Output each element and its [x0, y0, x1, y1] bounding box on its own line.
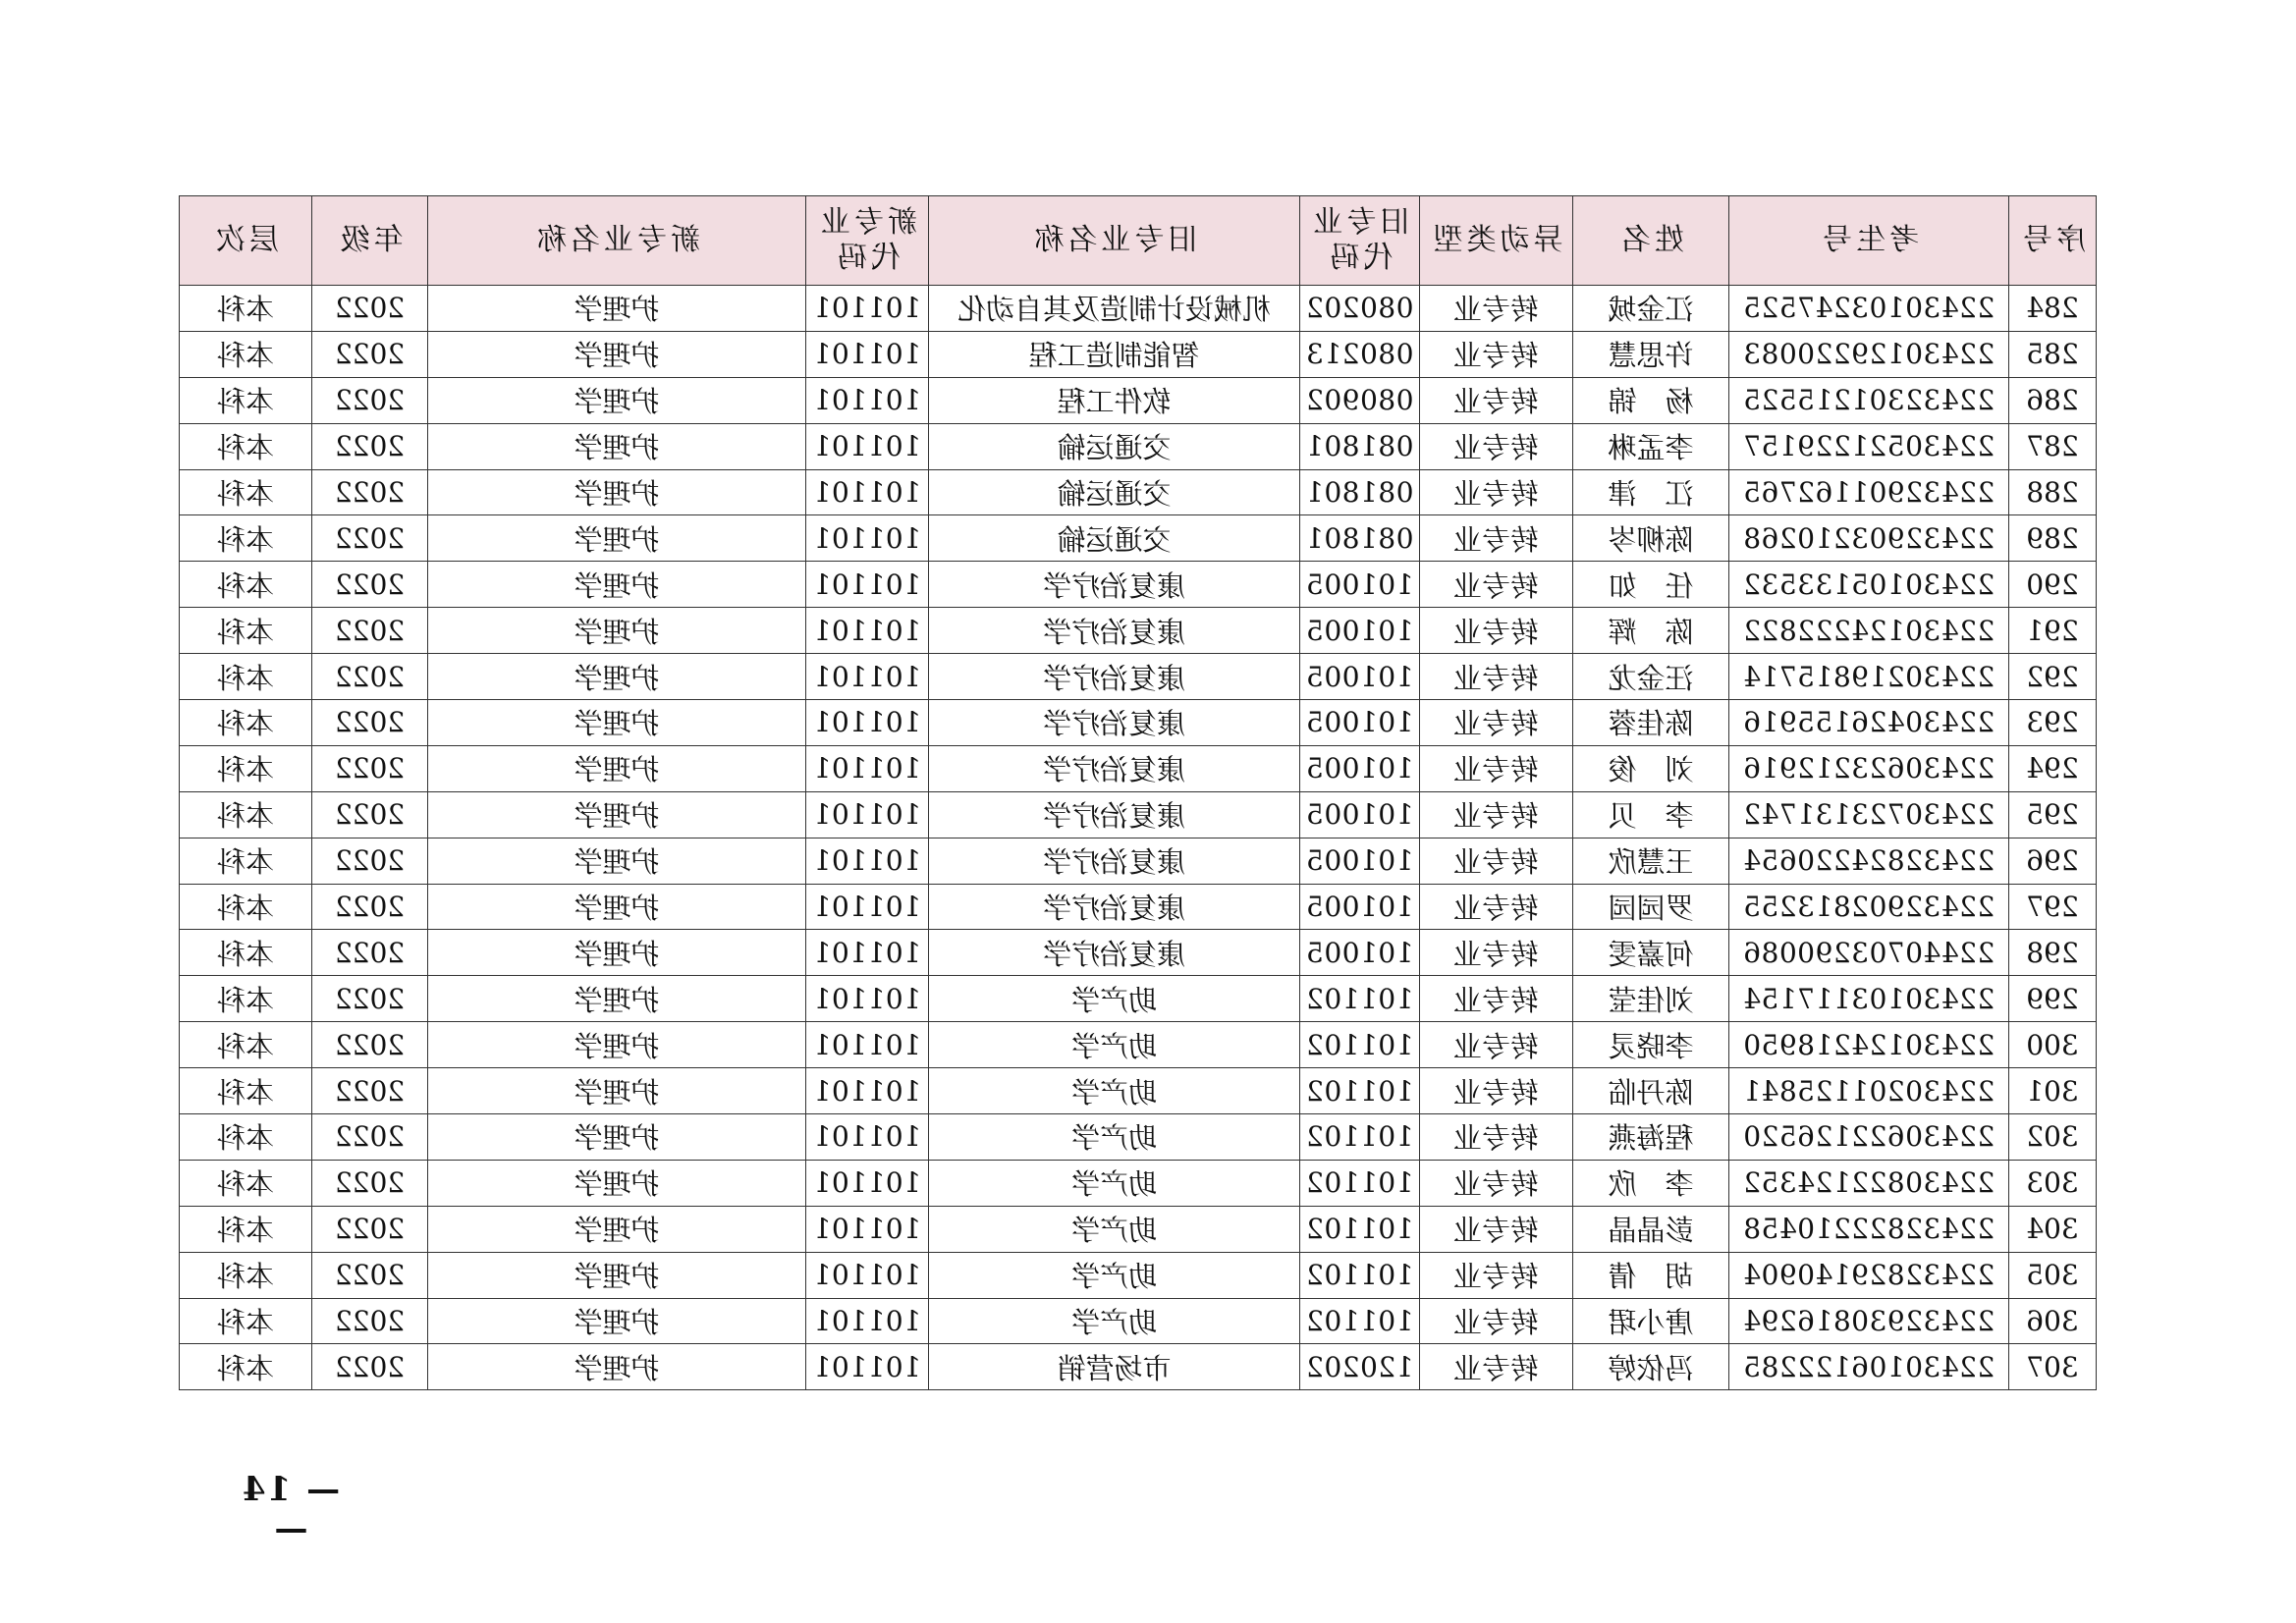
cell-old-code: 101102 [1300, 1252, 1420, 1298]
table-row [180, 1206, 2097, 1252]
cell-exam-no: 22432301215525 [1729, 377, 2009, 423]
cell-exam-no: 22430201125841 [1729, 1068, 2009, 1114]
cell-seq: 303 [2009, 1160, 2097, 1206]
cell-seq: 300 [2009, 1022, 2097, 1068]
cell-seq: 305 [2009, 1252, 2097, 1298]
cell-level: 本科 [180, 1298, 312, 1344]
header-new-major: 新专业名称 [428, 196, 806, 286]
cell-grade: 2022 [312, 469, 428, 515]
cell-old-code: 101005 [1300, 838, 1420, 884]
cell-level: 本科 [180, 515, 312, 562]
header-level: 层次 [180, 196, 312, 286]
cell-old-major: 康复治疗学 [929, 700, 1300, 746]
cell-grade: 2022 [312, 1022, 428, 1068]
table-row [180, 377, 2097, 423]
cell-level: 本科 [180, 331, 312, 377]
cell-grade: 2022 [312, 286, 428, 332]
cell-level: 本科 [180, 1252, 312, 1298]
cell-grade: 2022 [312, 1206, 428, 1252]
cell-grade: 2022 [312, 930, 428, 976]
cell-old-major: 助产学 [929, 976, 1300, 1022]
cell-name: 杨 锦 [1573, 377, 1729, 423]
cell-old-major: 助产学 [929, 1068, 1300, 1114]
cell-new-code: 101101 [806, 976, 929, 1022]
cell-grade: 2022 [312, 1252, 428, 1298]
cell-grade: 2022 [312, 654, 428, 700]
cell-level: 本科 [180, 562, 312, 608]
cell-name: 陈丹临 [1573, 1068, 1729, 1114]
cell-old-major: 助产学 [929, 1160, 1300, 1206]
table-row [180, 791, 2097, 838]
cell-new-code: 101101 [806, 469, 929, 515]
cell-new-major: 护理学 [428, 1114, 806, 1161]
cell-name: 唐小珺 [1573, 1298, 1729, 1344]
cell-level: 本科 [180, 1344, 312, 1390]
cell-new-major: 护理学 [428, 286, 806, 332]
cell-exam-no: 22440703290086 [1729, 930, 2009, 976]
cell-seq: 297 [2009, 884, 2097, 930]
page-number: — 14 — [240, 1470, 341, 1548]
cell-grade: 2022 [312, 1068, 428, 1114]
cell-grade: 2022 [312, 838, 428, 884]
cell-exam-no: 22432822210458 [1729, 1206, 2009, 1252]
cell-change-type: 转专业 [1420, 745, 1573, 791]
cell-new-code: 101101 [806, 745, 929, 791]
cell-grade: 2022 [312, 745, 428, 791]
cell-seq: 294 [2009, 745, 2097, 791]
cell-new-code: 101101 [806, 700, 929, 746]
cell-name: 彭晶晶 [1573, 1206, 1729, 1252]
cell-seq: 292 [2009, 654, 2097, 700]
table-row [180, 1252, 2097, 1298]
cell-name: 罗园园 [1573, 884, 1729, 930]
table-row [180, 1298, 2097, 1344]
cell-old-code: 101005 [1300, 930, 1420, 976]
cell-change-type: 转专业 [1420, 469, 1573, 515]
table-row [180, 1022, 2097, 1068]
cell-new-major: 护理学 [428, 976, 806, 1022]
cell-exam-no: 22430521229157 [1729, 423, 2009, 469]
cell-exam-no: 22430623212916 [1729, 745, 2009, 791]
table-row [180, 1114, 2097, 1161]
table-row [180, 423, 2097, 469]
cell-level: 本科 [180, 930, 312, 976]
cell-grade: 2022 [312, 331, 428, 377]
table-row [180, 562, 2097, 608]
cell-grade: 2022 [312, 884, 428, 930]
cell-exam-no: 22430219815714 [1729, 654, 2009, 700]
table-row [180, 1068, 2097, 1114]
cell-old-major: 智能制造工程 [929, 331, 1300, 377]
cell-new-major: 护理学 [428, 791, 806, 838]
cell-new-major: 护理学 [428, 423, 806, 469]
cell-name: 胡 倩 [1573, 1252, 1729, 1298]
table-row [180, 654, 2097, 700]
cell-exam-no: 22432824220654 [1729, 838, 2009, 884]
cell-new-major: 护理学 [428, 515, 806, 562]
cell-exam-no: 22430723131742 [1729, 791, 2009, 838]
cell-new-code: 101101 [806, 1114, 929, 1161]
cell-grade: 2022 [312, 1298, 428, 1344]
table-row [180, 515, 2097, 562]
cell-old-code: 081801 [1300, 469, 1420, 515]
cell-old-major: 机械设计制造及其自动化 [929, 286, 1300, 332]
cell-new-major: 护理学 [428, 1206, 806, 1252]
cell-level: 本科 [180, 1114, 312, 1161]
cell-grade: 2022 [312, 700, 428, 746]
cell-level: 本科 [180, 838, 312, 884]
cell-change-type: 转专业 [1420, 838, 1573, 884]
cell-old-code: 101102 [1300, 1068, 1420, 1114]
cell-seq: 288 [2009, 469, 2097, 515]
cell-seq: 301 [2009, 1068, 2097, 1114]
cell-name: 许思慧 [1573, 331, 1729, 377]
cell-old-major: 交通运输 [929, 423, 1300, 469]
cell-seq: 287 [2009, 423, 2097, 469]
cell-new-major: 护理学 [428, 1160, 806, 1206]
cell-old-major: 助产学 [929, 1252, 1300, 1298]
cell-level: 本科 [180, 469, 312, 515]
cell-exam-no: 22430124222822 [1729, 608, 2009, 654]
cell-change-type: 转专业 [1420, 286, 1573, 332]
cell-name: 王慧欣 [1573, 838, 1729, 884]
cell-new-major: 护理学 [428, 331, 806, 377]
cell-old-major: 康复治疗学 [929, 791, 1300, 838]
table-row [180, 331, 2097, 377]
cell-new-code: 101101 [806, 654, 929, 700]
cell-level: 本科 [180, 791, 312, 838]
cell-seq: 298 [2009, 930, 2097, 976]
cell-change-type: 转专业 [1420, 1068, 1573, 1114]
cell-old-code: 101102 [1300, 1114, 1420, 1161]
cell-old-code: 101102 [1300, 1160, 1420, 1206]
cell-name: 李 贝 [1573, 791, 1729, 838]
cell-new-code: 101101 [806, 377, 929, 423]
cell-grade: 2022 [312, 791, 428, 838]
cell-new-code: 101101 [806, 838, 929, 884]
cell-exam-no: 22430124218950 [1729, 1022, 2009, 1068]
cell-new-code: 101101 [806, 286, 929, 332]
cell-grade: 2022 [312, 423, 428, 469]
cell-seq: 302 [2009, 1114, 2097, 1161]
cell-change-type: 转专业 [1420, 1022, 1573, 1068]
cell-old-code: 101005 [1300, 700, 1420, 746]
cell-new-major: 护理学 [428, 1068, 806, 1114]
cell-old-code: 101102 [1300, 1022, 1420, 1068]
cell-new-major: 护理学 [428, 884, 806, 930]
cell-change-type: 转专业 [1420, 1344, 1573, 1390]
cell-old-major: 助产学 [929, 1206, 1300, 1252]
header-old-code: 旧专业代码 [1300, 196, 1420, 286]
cell-old-major: 康复治疗学 [929, 745, 1300, 791]
cell-new-code: 101101 [806, 562, 929, 608]
cell-new-code: 101101 [806, 1206, 929, 1252]
cell-name: 何嘉雯 [1573, 930, 1729, 976]
cell-exam-no: 22432930816294 [1729, 1298, 2009, 1344]
cell-seq: 299 [2009, 976, 2097, 1022]
cell-new-code: 101101 [806, 331, 929, 377]
cell-seq: 286 [2009, 377, 2097, 423]
table-row [180, 1344, 2097, 1390]
cell-old-code: 101005 [1300, 884, 1420, 930]
table-row [180, 976, 2097, 1022]
cell-name: 陈 辉 [1573, 608, 1729, 654]
cell-name: 程海燕 [1573, 1114, 1729, 1161]
table-body [180, 286, 2097, 1390]
cell-seq: 295 [2009, 791, 2097, 838]
cell-level: 本科 [180, 1160, 312, 1206]
cell-name: 刘佳莹 [1573, 976, 1729, 1022]
cell-new-major: 护理学 [428, 1344, 806, 1390]
cell-change-type: 转专业 [1420, 377, 1573, 423]
cell-exam-no: 22430105133532 [1729, 562, 2009, 608]
cell-seq: 307 [2009, 1344, 2097, 1390]
cell-name: 江金城 [1573, 286, 1729, 332]
cell-new-code: 101101 [806, 423, 929, 469]
table-row [180, 286, 2097, 332]
cell-seq: 290 [2009, 562, 2097, 608]
cell-new-major: 护理学 [428, 838, 806, 884]
cell-seq: 296 [2009, 838, 2097, 884]
cell-old-code: 081801 [1300, 515, 1420, 562]
table-row [180, 469, 2097, 515]
cell-old-major: 软件工程 [929, 377, 1300, 423]
cell-grade: 2022 [312, 515, 428, 562]
cell-old-code: 101102 [1300, 1298, 1420, 1344]
cell-change-type: 转专业 [1420, 791, 1573, 838]
cell-seq: 289 [2009, 515, 2097, 562]
cell-new-code: 101101 [806, 930, 929, 976]
cell-level: 本科 [180, 1206, 312, 1252]
cell-change-type: 转专业 [1420, 1252, 1573, 1298]
cell-old-major: 康复治疗学 [929, 608, 1300, 654]
cell-level: 本科 [180, 608, 312, 654]
cell-old-major: 康复治疗学 [929, 838, 1300, 884]
cell-level: 本科 [180, 745, 312, 791]
cell-name: 陈柳岑 [1573, 515, 1729, 562]
cell-exam-no: 22432901162765 [1729, 469, 2009, 515]
table-row [180, 930, 2097, 976]
cell-name: 李孟琳 [1573, 423, 1729, 469]
cell-exam-no: 22432902813255 [1729, 884, 2009, 930]
cell-new-major: 护理学 [428, 608, 806, 654]
cell-new-code: 101101 [806, 791, 929, 838]
header-seq: 序号 [2009, 196, 2097, 286]
cell-change-type: 转专业 [1420, 1160, 1573, 1206]
header-grade: 年级 [312, 196, 428, 286]
cell-name: 汪金龙 [1573, 654, 1729, 700]
cell-old-major: 交通运输 [929, 469, 1300, 515]
cell-old-code: 101005 [1300, 745, 1420, 791]
cell-level: 本科 [180, 1022, 312, 1068]
cell-change-type: 转专业 [1420, 930, 1573, 976]
cell-new-major: 护理学 [428, 745, 806, 791]
cell-old-major: 助产学 [929, 1298, 1300, 1344]
table-header-row [180, 196, 2097, 286]
cell-new-major: 护理学 [428, 562, 806, 608]
cell-old-code: 080213 [1300, 331, 1420, 377]
cell-level: 本科 [180, 286, 312, 332]
cell-level: 本科 [180, 884, 312, 930]
cell-new-code: 101101 [806, 1068, 929, 1114]
cell-new-major: 护理学 [428, 700, 806, 746]
cell-new-code: 101101 [806, 1160, 929, 1206]
cell-old-major: 康复治疗学 [929, 562, 1300, 608]
cell-old-code: 080902 [1300, 377, 1420, 423]
cell-old-major: 市场营销 [929, 1344, 1300, 1390]
cell-name: 李 欣 [1573, 1160, 1729, 1206]
cell-exam-no: 22430129220083 [1729, 331, 2009, 377]
header-name: 姓名 [1573, 196, 1729, 286]
cell-change-type: 转专业 [1420, 976, 1573, 1022]
cell-grade: 2022 [312, 562, 428, 608]
cell-new-major: 护理学 [428, 1022, 806, 1068]
student-transfer-table [179, 195, 2097, 1390]
cell-level: 本科 [180, 377, 312, 423]
cell-new-major: 护理学 [428, 469, 806, 515]
cell-change-type: 转专业 [1420, 331, 1573, 377]
cell-name: 任 如 [1573, 562, 1729, 608]
cell-name: 李晓灵 [1573, 1022, 1729, 1068]
cell-new-major: 护理学 [428, 654, 806, 700]
cell-grade: 2022 [312, 608, 428, 654]
cell-old-major: 助产学 [929, 1114, 1300, 1161]
cell-old-code: 101102 [1300, 1206, 1420, 1252]
cell-exam-no: 22430622126520 [1729, 1114, 2009, 1161]
cell-change-type: 转专业 [1420, 700, 1573, 746]
cell-exam-no: 22430822124352 [1729, 1160, 2009, 1206]
cell-old-code: 101005 [1300, 791, 1420, 838]
header-exam-no: 考生号 [1729, 196, 2009, 286]
cell-level: 本科 [180, 976, 312, 1022]
cell-grade: 2022 [312, 976, 428, 1022]
table-row [180, 838, 2097, 884]
cell-seq: 304 [2009, 1206, 2097, 1252]
cell-name: 刘 俊 [1573, 745, 1729, 791]
cell-level: 本科 [180, 700, 312, 746]
cell-new-code: 101101 [806, 515, 929, 562]
cell-grade: 2022 [312, 1344, 428, 1390]
cell-exam-no: 22430103117154 [1729, 976, 2009, 1022]
cell-grade: 2022 [312, 1160, 428, 1206]
cell-new-major: 护理学 [428, 1298, 806, 1344]
cell-change-type: 转专业 [1420, 1114, 1573, 1161]
header-change-type: 异动类型 [1420, 196, 1573, 286]
cell-new-code: 101101 [806, 1252, 929, 1298]
cell-exam-no: 22432829140904 [1729, 1252, 2009, 1298]
cell-old-code: 120202 [1300, 1344, 1420, 1390]
cell-new-code: 101101 [806, 1022, 929, 1068]
cell-change-type: 转专业 [1420, 1298, 1573, 1344]
cell-exam-no: 22432903210268 [1729, 515, 2009, 562]
cell-seq: 284 [2009, 286, 2097, 332]
table-row [180, 745, 2097, 791]
cell-level: 本科 [180, 654, 312, 700]
cell-change-type: 转专业 [1420, 608, 1573, 654]
cell-old-code: 101005 [1300, 654, 1420, 700]
cell-exam-no: 22430106122285 [1729, 1344, 2009, 1390]
cell-level: 本科 [180, 1068, 312, 1114]
cell-seq: 293 [2009, 700, 2097, 746]
table-row [180, 700, 2097, 746]
cell-old-major: 康复治疗学 [929, 884, 1300, 930]
table-row [180, 1160, 2097, 1206]
cell-change-type: 转专业 [1420, 884, 1573, 930]
table-row [180, 884, 2097, 930]
cell-old-major: 康复治疗学 [929, 930, 1300, 976]
cell-grade: 2022 [312, 1114, 428, 1161]
cell-old-code: 101005 [1300, 562, 1420, 608]
cell-new-major: 护理学 [428, 930, 806, 976]
cell-seq: 291 [2009, 608, 2097, 654]
cell-change-type: 转专业 [1420, 515, 1573, 562]
cell-new-code: 101101 [806, 1344, 929, 1390]
cell-new-major: 护理学 [428, 1252, 806, 1298]
cell-change-type: 转专业 [1420, 562, 1573, 608]
cell-change-type: 转专业 [1420, 654, 1573, 700]
cell-change-type: 转专业 [1420, 423, 1573, 469]
cell-seq: 306 [2009, 1298, 2097, 1344]
cell-new-major: 护理学 [428, 377, 806, 423]
cell-change-type: 转专业 [1420, 1206, 1573, 1252]
cell-level: 本科 [180, 423, 312, 469]
header-old-major: 旧专业名称 [929, 196, 1300, 286]
cell-seq: 285 [2009, 331, 2097, 377]
cell-exam-no: 22430103247525 [1729, 286, 2009, 332]
cell-new-code: 101101 [806, 608, 929, 654]
cell-old-code: 101102 [1300, 976, 1420, 1022]
cell-old-major: 康复治疗学 [929, 654, 1300, 700]
cell-new-code: 101101 [806, 1298, 929, 1344]
cell-old-code: 080202 [1300, 286, 1420, 332]
table-row [180, 608, 2097, 654]
cell-old-code: 101005 [1300, 608, 1420, 654]
cell-name: 江 津 [1573, 469, 1729, 515]
header-new-code: 新专业代码 [806, 196, 929, 286]
cell-name: 冯依婷 [1573, 1344, 1729, 1390]
cell-grade: 2022 [312, 377, 428, 423]
cell-old-code: 081801 [1300, 423, 1420, 469]
cell-exam-no: 22430426155916 [1729, 700, 2009, 746]
cell-name: 陈佳蓉 [1573, 700, 1729, 746]
cell-old-major: 交通运输 [929, 515, 1300, 562]
cell-old-major: 助产学 [929, 1022, 1300, 1068]
cell-new-code: 101101 [806, 884, 929, 930]
